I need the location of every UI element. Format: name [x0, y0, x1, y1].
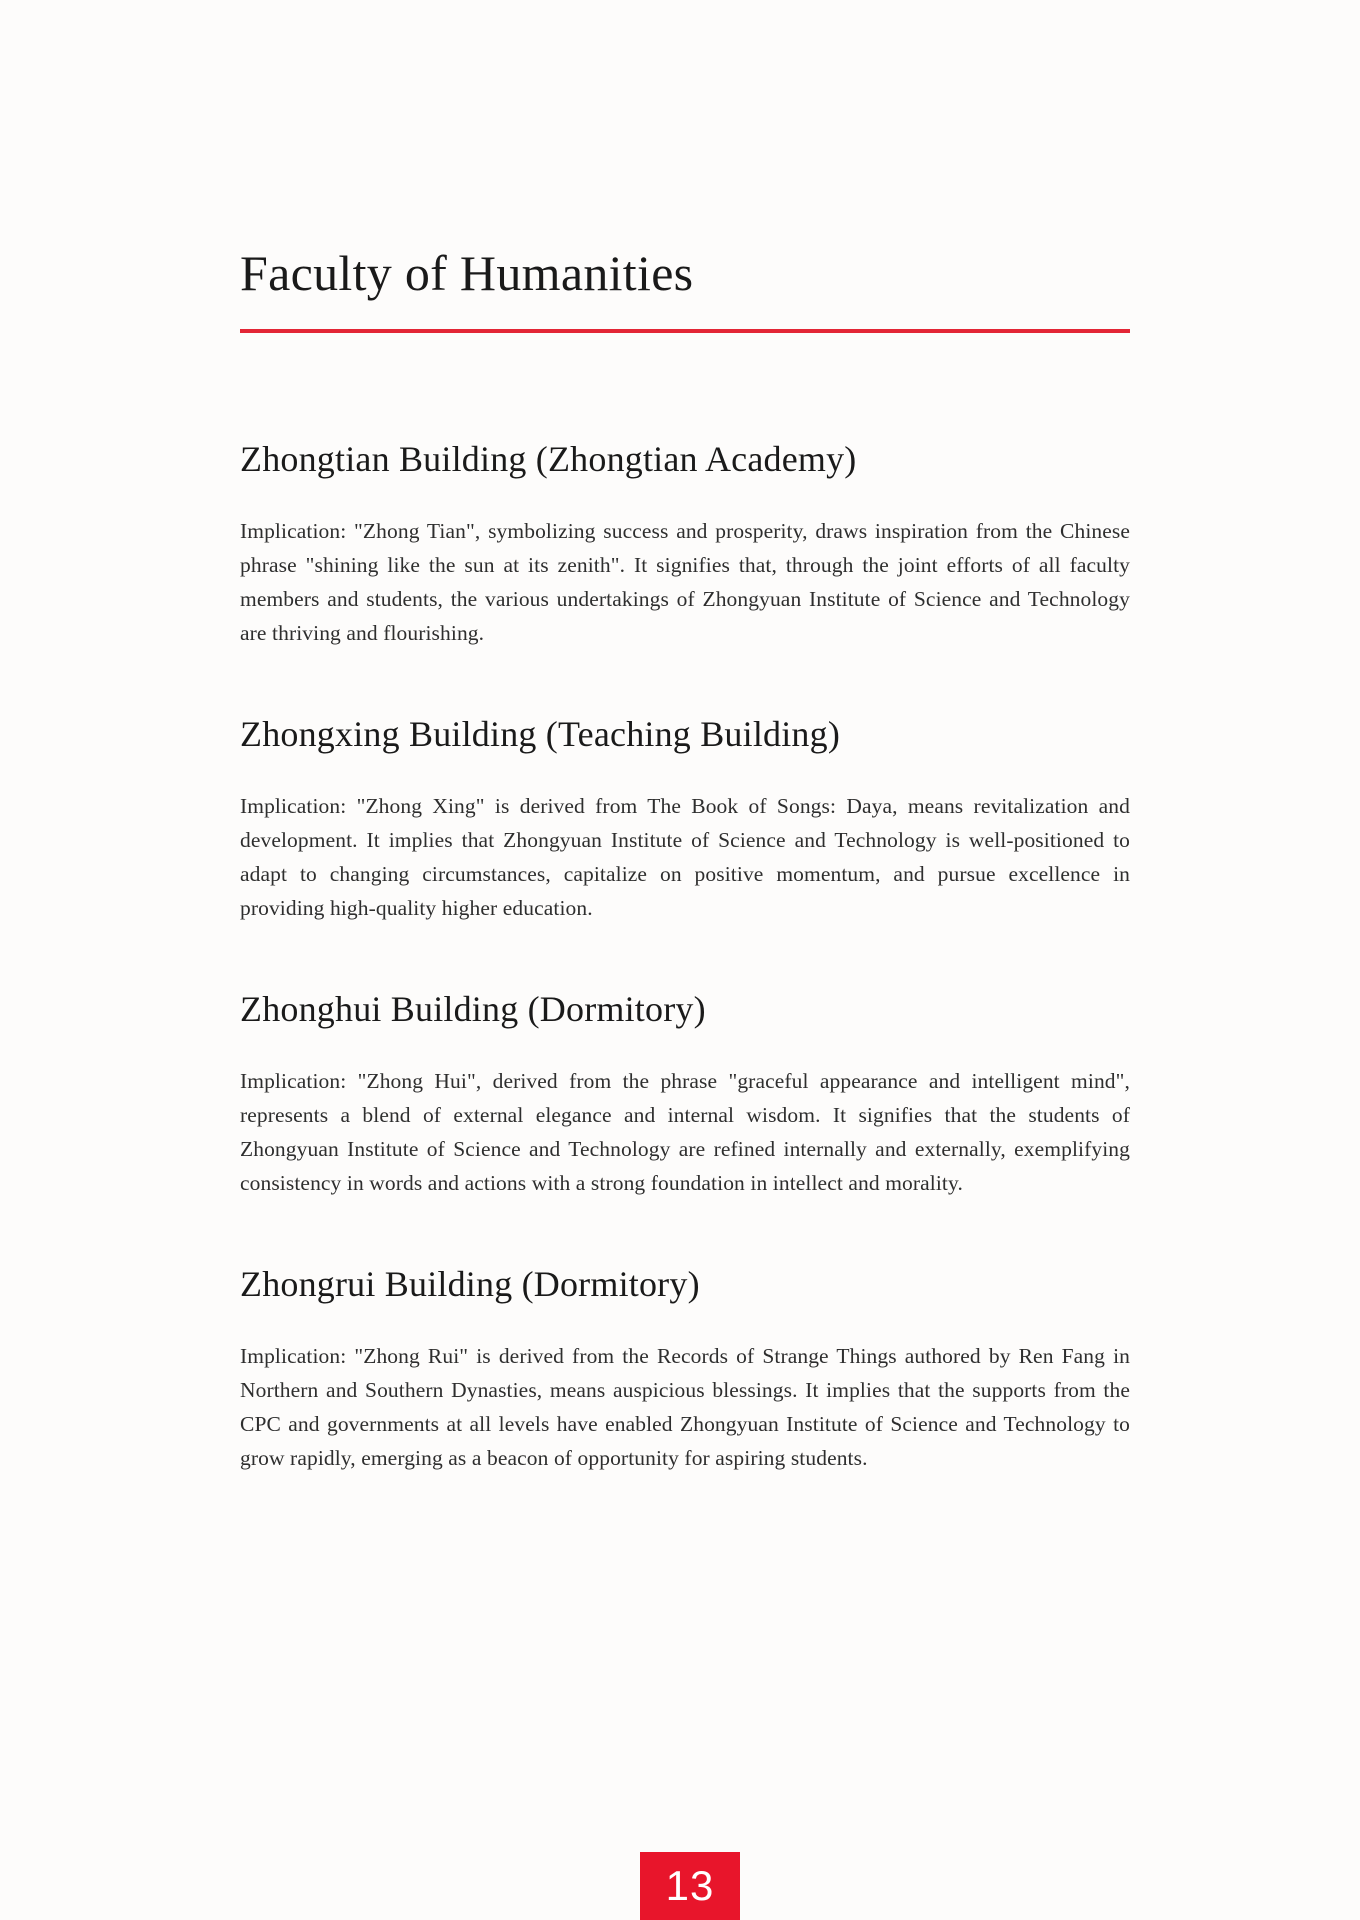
section-zhongxing	[240, 651, 1130, 926]
page-content	[240, 0, 1130, 1476]
page-number-label: 13	[665, 1862, 715, 1909]
section-heading: Zhongtian Building (Zhongtian Academy)	[240, 439, 857, 479]
section-body: Implication: "Zhong Tian", symbolizing success and prosperity, draws inspiration from the Chinese phrase "shining like the sun at its zenith". It signifies that, through the joint efforts of all faculty members and students, the various undertakings of Zhongyuan Institute of Science and Technology are thriving and flourishing.	[240, 519, 1130, 646]
section-body: Implication: "Zhong Xing" is derived from The Book of Songs: Daya, means revitalization and development. It implies that Zhongyuan Institute of Science and Technology is well-positioned to adapt to changing circumstances, capitalize on positive momentum, and pursue excellence in providing high-quality higher education.	[240, 794, 1130, 921]
section-zhongtian	[240, 333, 1130, 651]
section-body: Implication: "Zhong Hui", derived from the phrase "graceful appearance and intelligent mind", represents a blend of external elegance and internal wisdom. It signifies that the students of Zhongyuan Institute of Science and Technology are refined internally and externally, exemplifying consistency in words and actions with a strong foundation in intellect and morality.	[240, 1069, 1130, 1196]
section-heading: Zhongrui Building (Dormitory)	[240, 1264, 700, 1305]
page-title: Faculty of Humanities	[240, 245, 694, 301]
page-number-badge	[640, 1852, 740, 1920]
section-zhonghui	[240, 926, 1130, 1201]
section-heading: Zhongxing Building (Teaching Building)	[240, 714, 841, 755]
section-body: Implication: "Zhong Rui" is derived from the Records of Strange Things authored by Ren Fang in Northern and Southern Dynasties, means auspicious blessings. It implies that the supports from the CPC and governments at all levels have enabled Zhongyuan Institute of Science and Technology to grow rapidly, emerging as a beacon of opportunity for aspiring students.	[240, 1344, 1130, 1471]
section-heading: Zhonghui Building (Dormitory)	[240, 989, 706, 1030]
section-zhongrui	[240, 1201, 1130, 1476]
